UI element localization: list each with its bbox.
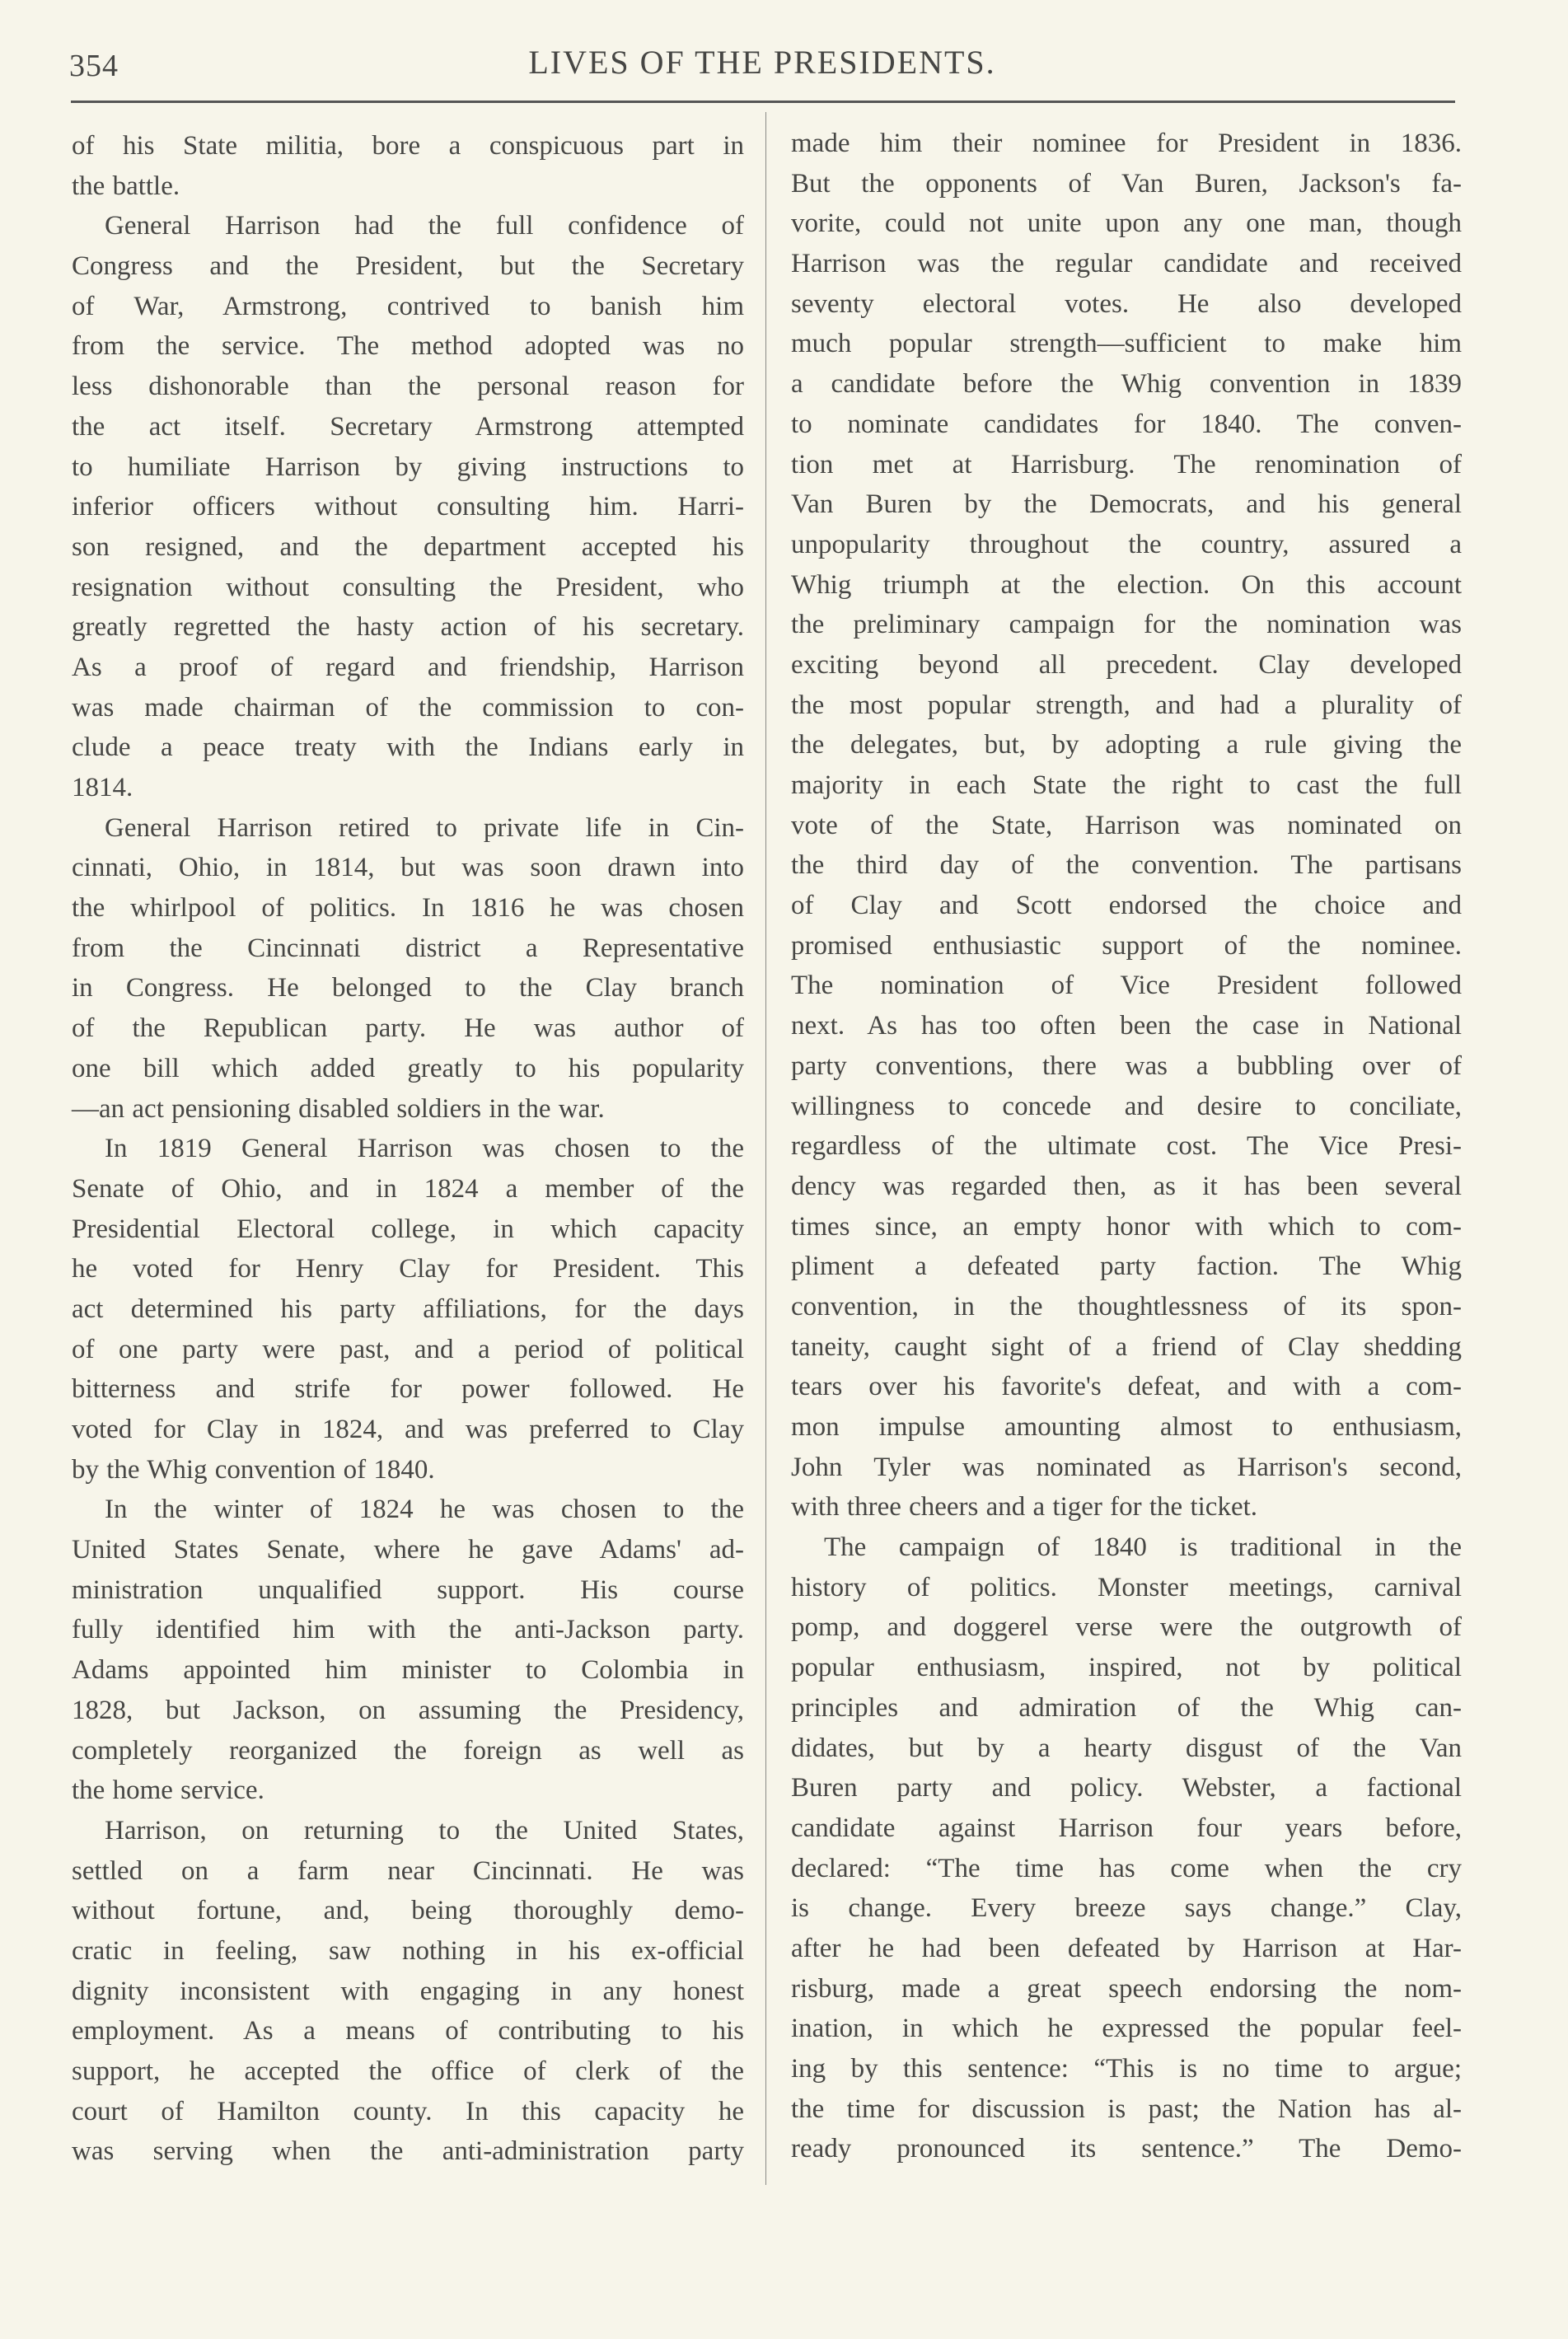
text-line: The nomination of Vice President followed (791, 971, 1462, 1001)
text-line: history of politics. Monster meetings, carnival (791, 1572, 1462, 1602)
text-line: of his State militia, bore a conspicuous part in (72, 131, 744, 161)
text-line: the time for discussion is past; the Nation has al- (791, 2093, 1462, 2124)
text-line: In 1819 General Harrison was chosen to the (105, 1134, 744, 1164)
text-line: John Tyler was nominated as Harrison's second, (791, 1452, 1462, 1482)
text-line: of one party were past, and a period of political (72, 1334, 744, 1364)
text-line: after he had been defeated by Harrison at Har- (791, 1933, 1462, 1963)
text-line: by the Whig convention of 1840. (72, 1454, 435, 1485)
text-line: In the winter of 1824 he was chosen to the (105, 1495, 744, 1525)
text-line: candidate against Harrison four years before, (791, 1813, 1462, 1843)
text-line: Senate of Ohio, and in 1824 a member of the (72, 1173, 744, 1204)
text-line: taneity, caught sight of a friend of Clay shedding (791, 1331, 1462, 1362)
header-rule (71, 101, 1455, 103)
left-column (72, 126, 744, 2172)
text-line: one bill which added greatly to his popularity (72, 1053, 744, 1083)
text-line: tears over his favorite's defeat, and with a com- (791, 1372, 1462, 1402)
text-line: vote of the State, Harrison was nominated on (791, 810, 1462, 840)
text-line: exciting beyond all precedent. Clay developed (791, 649, 1462, 680)
text-line: The campaign of 1840 is traditional in the (824, 1532, 1462, 1563)
text-line: bitterness and strife for power followed. He (72, 1374, 744, 1405)
text-line: in Congress. He belonged to the Clay branch (72, 973, 744, 1003)
text-line: the preliminary campaign for the nomination was (791, 610, 1462, 640)
text-line: the act itself. Secretary Armstrong attempted (72, 411, 744, 442)
text-line: fully identified him with the anti-Jackson party. (72, 1615, 744, 1645)
paragraph (791, 124, 1462, 1527)
text-line: Harrison, on returning to the United States, (105, 1815, 744, 1845)
text-line: General Harrison retired to private life in Cin- (105, 812, 744, 843)
text-line: is change. Every breeze says change.” Clay, (791, 1893, 1462, 1924)
text-line: pliment a defeated party faction. The Whig (791, 1251, 1462, 1282)
text-line: less dishonorable than the personal reason for (72, 372, 744, 402)
text-line: with three cheers and a tiger for the ticket. (791, 1492, 1258, 1523)
text-line: act determined his party affiliations, for the days (72, 1293, 744, 1324)
text-line: As a proof of regard and friendship, Harrison (72, 652, 744, 682)
text-line: unpopularity throughout the country, assured a (791, 529, 1462, 559)
running-title: LIVES OF THE PRESIDENTS. (528, 44, 996, 81)
text-line: convention, in the thoughtlessness of its spon- (791, 1291, 1462, 1322)
text-line: Harrison was the regular candidate and received (791, 249, 1462, 279)
text-line: ing by this sentence: “This is no time to argue; (791, 2054, 1462, 2084)
text-line: Whig triumph at the election. On this account (791, 569, 1462, 600)
text-line: Van Buren by the Democrats, and his general (791, 489, 1462, 520)
text-line: cinnati, Ohio, in 1814, but was soon drawn into (72, 853, 744, 883)
text-line: regardless of the ultimate cost. The Vice Presi- (791, 1131, 1462, 1162)
text-line: General Harrison had the full confidence of (105, 211, 744, 241)
text-line: ministration unqualified support. His course (72, 1574, 744, 1605)
text-line: completely reorganized the foreign as well as (72, 1735, 744, 1766)
text-line: seventy electoral votes. He also developed (791, 288, 1462, 319)
text-line: the battle. (72, 171, 180, 201)
text-line: vorite, could not unite upon any one man, though (791, 208, 1462, 239)
text-line: willingness to concede and desire to conciliate, (791, 1091, 1462, 1121)
text-line: promised enthusiastic support of the nominee. (791, 930, 1462, 961)
paragraph (72, 1129, 744, 1490)
text-line: didates, but by a hearty disgust of the Van (791, 1733, 1462, 1763)
text-line: mon impulse amounting almost to enthusiasm, (791, 1412, 1462, 1442)
text-line: voted for Clay in 1824, and was preferred to Clay (72, 1415, 744, 1444)
text-line: popular enthusiasm, inspired, not by political (791, 1653, 1462, 1683)
text-line: much popular strength—sufficient to make him (791, 329, 1462, 359)
text-line: the third day of the convention. The partisans (791, 850, 1462, 881)
text-line: the delegates, but, by adopting a rule giving the (791, 730, 1462, 760)
paragraph (72, 808, 744, 1130)
text-line: the whirlpool of politics. In 1816 he was chosen (72, 893, 744, 924)
text-line: ready pronounced its sentence.” The Demo- (791, 2134, 1462, 2164)
text-line: pomp, and doggerel verse were the outgrowth of (791, 1612, 1462, 1643)
text-line: employment. As a means of contributing to his (72, 2016, 744, 2047)
text-line: resignation without consulting the President, who (72, 572, 744, 602)
text-line: times since, an empty honor with which to com- (791, 1211, 1462, 1242)
paragraph (72, 126, 744, 206)
text-line: next. As has too often been the case in National (791, 1011, 1462, 1041)
text-line: a candidate before the Whig convention in 1839 (791, 369, 1462, 400)
paragraph (72, 206, 744, 807)
text-line: risburg, made a great speech endorsing the nom- (791, 1973, 1462, 2004)
text-line: clude a peace treaty with the Indians early in (72, 732, 744, 763)
text-line: Buren party and policy. Webster, a factional (791, 1773, 1462, 1803)
text-line: dency was regarded then, as it has been several (791, 1171, 1462, 1201)
text-line: —an act pensioning disabled soldiers in the war. (72, 1093, 605, 1124)
text-line: son resigned, and the department accepted his (72, 531, 744, 562)
text-line: to nominate candidates for 1840. The conven- (791, 409, 1462, 439)
text-line: of the Republican party. He was author of (72, 1013, 744, 1044)
text-line: principles and admiration of the Whig can- (791, 1692, 1462, 1723)
text-line: greatly regretted the hasty action of his secretary. (72, 612, 744, 643)
text-line: of Clay and Scott endorsed the choice and (791, 891, 1462, 921)
text-line: party conventions, there was a bubbling over of (791, 1050, 1462, 1081)
text-line: dignity inconsistent with engaging in any honest (72, 1976, 744, 2006)
text-line: of War, Armstrong, contrived to banish him (72, 291, 744, 321)
text-line: Presidential Electoral college, in which capacity (72, 1214, 744, 1244)
text-line: 1828, but Jackson, on assuming the Presidency, (72, 1695, 744, 1725)
text-line: he voted for Henry Clay for President. This (72, 1254, 744, 1284)
page-number: 354 (69, 49, 119, 83)
text-line: United States Senate, where he gave Adams' ad- (72, 1535, 744, 1565)
text-line: settled on a farm near Cincinnati. He was (72, 1855, 744, 1886)
text-line: the most popular strength, and had a plurality of (791, 690, 1462, 720)
right-column (791, 124, 1462, 2169)
column-divider (765, 112, 766, 2185)
text-line: was made chairman of the commission to con- (72, 692, 744, 723)
paragraph (791, 1527, 1462, 2169)
text-line: But the opponents of Van Buren, Jackson's fa- (791, 168, 1462, 199)
text-line: made him their nominee for President in 1836. (791, 129, 1462, 158)
text-line: cratic in feeling, saw nothing in his ex-official (72, 1935, 744, 1966)
text-line: the home service. (72, 1775, 264, 1806)
text-line: to humiliate Harrison by giving instructions to (72, 451, 744, 482)
text-line: court of Hamilton county. In this capacity he (72, 2096, 744, 2126)
text-line: from the service. The method adopted was no (72, 331, 744, 362)
text-line: without fortune, and, being thoroughly demo- (72, 1896, 744, 1926)
text-line: Congress and the President, but the Secretary (72, 251, 744, 282)
text-line: 1814. (72, 773, 133, 802)
text-line: tion met at Harrisburg. The renomination of (791, 449, 1462, 479)
paragraph (72, 1811, 744, 2172)
paragraph (72, 1490, 744, 1811)
text-line: declared: “The time has come when the cry (791, 1853, 1462, 1883)
text-line: ination, in which he expressed the popular feel- (791, 2014, 1462, 2044)
text-line: Adams appointed him minister to Colombia in (72, 1655, 744, 1686)
text-line: support, he accepted the office of clerk of the (72, 2056, 744, 2086)
text-line: majority in each State the right to cast the full (791, 770, 1462, 800)
text-line: inferior officers without consulting him. Harri- (72, 492, 744, 522)
text-line: from the Cincinnati district a Representative (72, 933, 744, 963)
text-line: was serving when the anti-administration party (72, 2136, 744, 2167)
